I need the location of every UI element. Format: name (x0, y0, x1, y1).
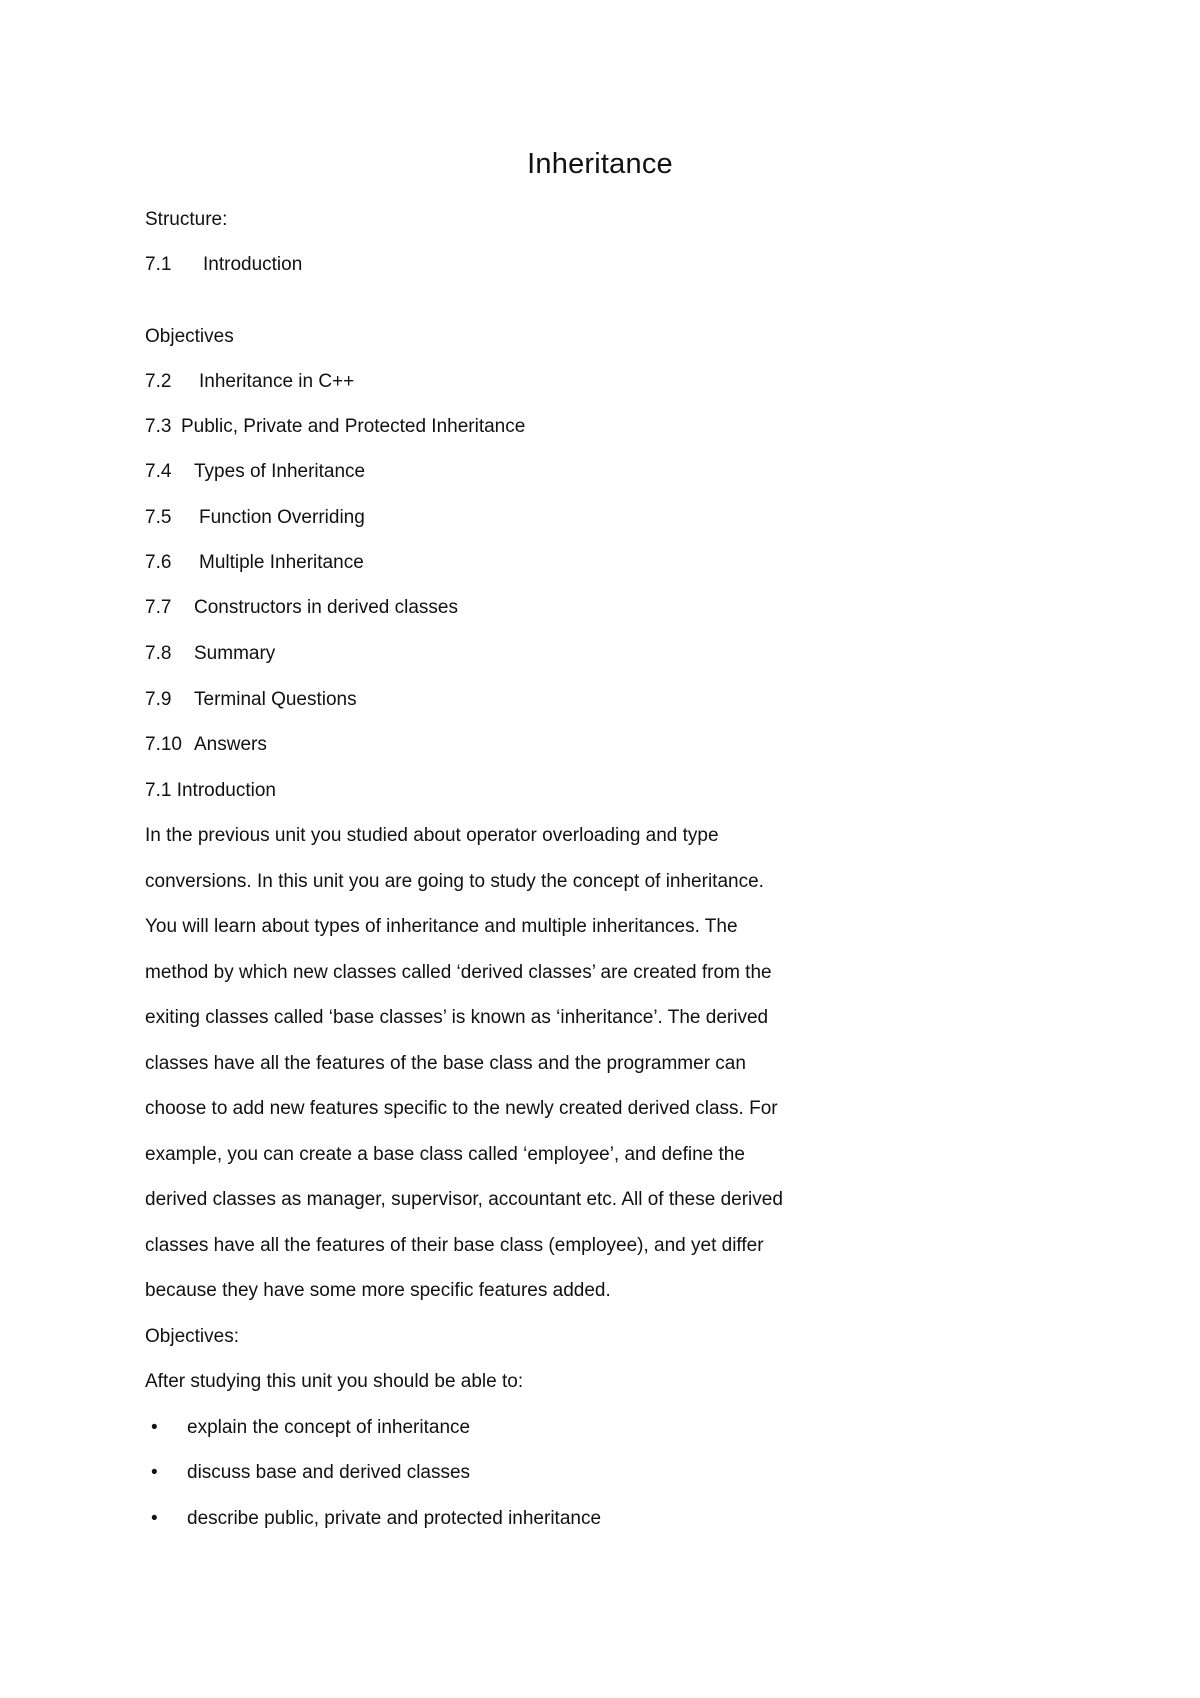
objective-item: explain the concept of inheritance (187, 1417, 471, 1438)
toc-label: Summary (194, 643, 276, 664)
objective-item: describe public, private and protected inheritance (187, 1508, 602, 1529)
toc-label: Objectives (145, 326, 234, 347)
toc-number: 7.8 (145, 643, 172, 664)
paragraph-line: derived classes as manager, supervisor, accountant etc. All of these derived (145, 1189, 783, 1210)
bullet-icon: • (151, 1508, 158, 1529)
objectives-intro: After studying this unit you should be able to: (145, 1371, 524, 1392)
objective-item: discuss base and derived classes (187, 1462, 471, 1483)
toc-label: Public, Private and Protected Inheritance (181, 416, 526, 437)
toc-item (145, 596, 458, 620)
toc-label: Function Overriding (199, 507, 365, 528)
toc-label: Terminal Questions (194, 689, 357, 710)
toc-label: Inheritance in C++ (199, 371, 355, 392)
paragraph-line: exiting classes called ‘base classes’ is known as ‘inheritance’. The derived (145, 1007, 769, 1028)
toc-item (145, 370, 354, 394)
paragraph-line: classes have all the features of the base class and the programmer can (145, 1053, 746, 1074)
toc-label: Answers (194, 734, 267, 755)
toc-label: Types of Inheritance (194, 461, 366, 482)
toc-item (145, 460, 365, 484)
paragraph-line: because they have some more specific features added. (145, 1280, 611, 1301)
toc-item (145, 415, 525, 439)
toc-item (145, 688, 357, 712)
toc-number: 7.2 (145, 371, 172, 392)
toc-item (145, 253, 302, 277)
toc-item (145, 551, 364, 575)
section-heading-introduction: 7.1 Introduction (145, 780, 276, 801)
section-heading-objectives: Objectives: (145, 1326, 239, 1347)
toc-number: 7.7 (145, 597, 172, 618)
bullet-icon: • (151, 1417, 158, 1438)
bullet-icon: • (151, 1462, 158, 1483)
toc-label: Constructors in derived classes (194, 597, 458, 618)
paragraph-line: conversions. In this unit you are going to study the concept of inheritance. (145, 871, 764, 892)
toc-number: 7.3 (145, 416, 172, 437)
paragraph-line: method by which new classes called ‘derived classes’ are created from the (145, 962, 772, 983)
toc-item (145, 325, 234, 349)
toc-item (145, 642, 275, 666)
toc-item (145, 733, 267, 757)
toc-number: 7.5 (145, 507, 172, 528)
document-title: Inheritance (527, 148, 673, 180)
toc-number: 7.9 (145, 689, 172, 710)
paragraph-line: choose to add new features specific to the newly created derived class. For (145, 1098, 778, 1119)
toc-number: 7.6 (145, 552, 172, 573)
toc-number: 7.10 (145, 734, 182, 755)
toc-label: Introduction (203, 254, 303, 275)
toc-label: Multiple Inheritance (199, 552, 364, 573)
paragraph-line: classes have all the features of their base class (employee), and yet differ (145, 1235, 764, 1256)
toc-number: 7.4 (145, 461, 172, 482)
structure-label: Structure: (145, 209, 228, 230)
paragraph-line: example, you can create a base class called ‘employee’, and define the (145, 1144, 745, 1165)
toc-number: 7.1 (145, 254, 172, 275)
paragraph-line: In the previous unit you studied about operator overloading and type (145, 825, 719, 846)
toc-item (145, 506, 365, 530)
paragraph-line: You will learn about types of inheritance and multiple inheritances. The (145, 916, 738, 937)
